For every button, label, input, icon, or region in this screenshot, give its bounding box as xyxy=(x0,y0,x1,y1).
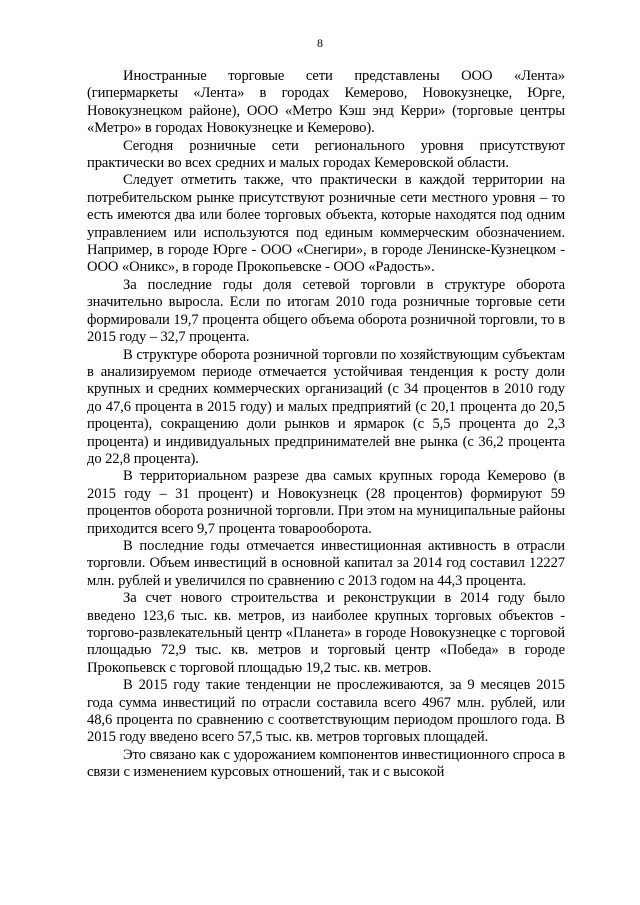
paragraph-local-chains: Следует отметить также, что практически в каждой территории на потребительском рынке присутствуют розничные сети местного уровня – то есть имеются два или более торговых объекта, которые находятся под одним управлением или используются под единым коммерческим обозначением. Например, в городе Юрге - ООО «Снегири», в городе Ленинске-Кузнецком - ООО «Оникс», в городе Прокопьевске - ООО «Радость». xyxy=(87,172,565,276)
body-text xyxy=(87,68,565,782)
paragraph-reasons: Это связано как с удорожанием компонентов инвестиционного спроса в связи с изменением курсовых отношений, так и с высокой xyxy=(87,746,565,781)
paragraph-network-trade-share: За последние годы доля сетевой торговли в структуре оборота значительно выросла. Если по итогам 2010 года розничные торговые сети формировали 19,7 процента общего объема оборота розничной торговли, то в 2015 году – 32,7 процента. xyxy=(87,276,565,346)
page-number: 8 xyxy=(317,36,323,50)
paragraph-regional-chains: Сегодня розничные сети регионального уровня присутствуют практически во всех средних и малых городах Кемеровской области. xyxy=(87,137,565,172)
paragraph-new-construction: За счет нового строительства и реконструкции в 2014 году было введено 123,6 тыс. кв. метров, из наиболее крупных торговых объектов - торгово-развлекательный центр «Планета» в городе Новокузнецке с торговой площадью 72,9 тыс. кв. метров и торговый центр «Победа» в городе Прокопьевск с торговой площадью 19,2 тыс. кв. метров. xyxy=(87,590,565,676)
paragraph-turnover-structure: В структуре оборота розничной торговли по хозяйствующим субъектам в анализируемом периоде отмечается устойчивая тенденция к росту доли крупных и средних коммерческих организаций (с 34 процентов в 2010 году до 47,6 процента в 2015 году) и малых предприятий (с 20,1 процента до 20,5 процента), сокращению доли рынков и ярмарок (с 5,5 процента до 2,3 процента) и индивидуальных предпринимателей вне рынка (с 36,2 процента до 22,8 процента). xyxy=(87,346,565,467)
paragraph-foreign-retail-chains: Иностранные торговые сети представлены ООО «Лента» (гипермаркеты «Лента» в городах Кемерово, Новокузнецке, Юрге, Новокузнецком районе), ООО «Метро Кэш энд Керри» (торговые центры «Метро» в городах Новокузнецке и Кемерово). xyxy=(87,68,565,137)
paragraph-2015-trends: В 2015 году такие тенденции не прослеживаются, за 9 месяцев 2015 года сумма инвестиций по отрасли составила всего 4967 млн. рублей, или 48,6 процента по сравнению с соответствующим периодом прошлого года. В 2015 году введено всего 57,5 тыс. кв. метров торговых площадей. xyxy=(87,677,565,746)
paragraph-territorial-breakdown: В территориальном разрезе два самых крупных города Кемерово (в 2015 году – 31 процент) и Новокузнецк (28 процентов) формируют 59 процентов оборота розничной торговли. При этом на муниципальные районы приходится всего 9,7 процента товарооборота. xyxy=(87,468,565,537)
paragraph-investment-activity: В последние годы отмечается инвестиционная активность в отрасли торговли. Объем инвестиций в основной капитал за 2014 год составил 12227 млн. рублей и увеличился по сравнению с 2013 годом на 44,3 процента. xyxy=(87,537,565,589)
